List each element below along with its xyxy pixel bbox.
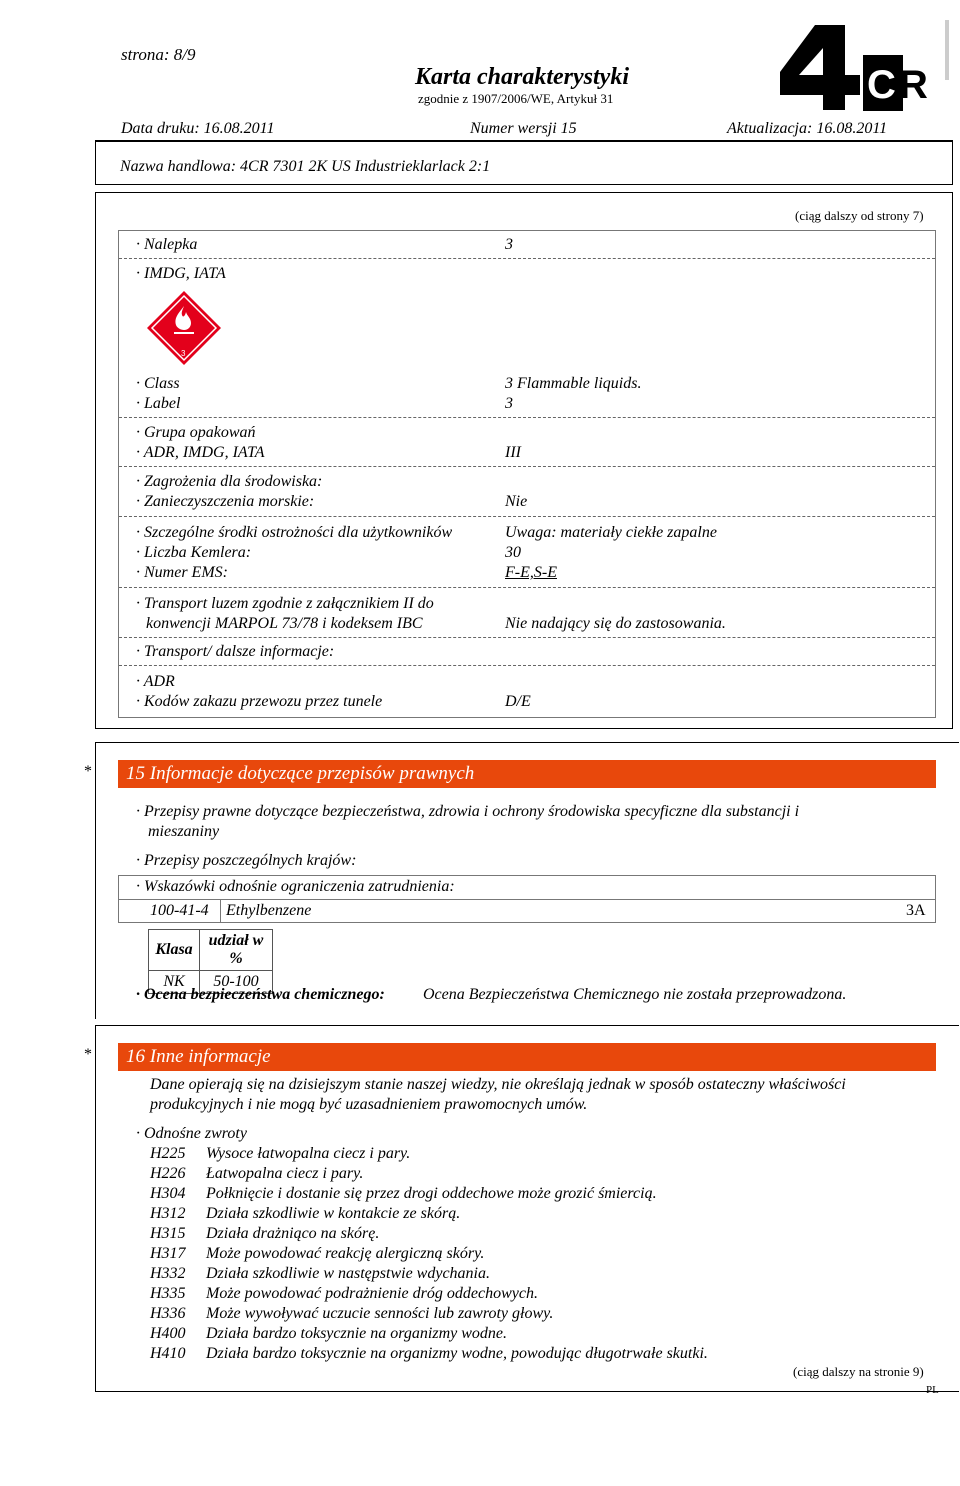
- precautions-value: Uwaga: materiały ciekłe zapalne: [505, 524, 717, 541]
- employment-restrictions-label: · Wskazówki odnośnie ograniczenia zatrudnienia:: [136, 878, 455, 895]
- tunnel-code-label: · Kodów zakazu przewozu przez tunele: [136, 693, 383, 710]
- document-subtitle: zgodnie z 1907/2006/WE, Artykuł 31: [418, 91, 614, 106]
- changed-marker: *: [84, 763, 92, 780]
- marine-pollutant-value: Nie: [505, 493, 528, 510]
- bulk-transport-label-1: · Transport luzem zgodnie z załącznikiem II do: [136, 595, 434, 612]
- phrase-code: H335: [150, 1285, 186, 1302]
- divider: [118, 899, 936, 900]
- continued-from: (ciąg dalszy od strony 7): [795, 208, 924, 223]
- regulations-line-2: mieszaniny: [148, 823, 220, 840]
- phrase-text: Połknięcie i dostanie się przez drogi oddechowe może grozić śmiercią.: [206, 1185, 657, 1202]
- divider: [119, 466, 935, 467]
- print-date: Data druku: 16.08.2011: [121, 120, 275, 137]
- phrase-code: H312: [150, 1205, 186, 1222]
- packing-group-label: · Grupa opakowań: [136, 424, 256, 441]
- share-header: udział w %: [200, 930, 273, 971]
- klasa-value: NK: [149, 971, 200, 994]
- divider: [119, 258, 935, 259]
- regulations-line-1: · Przepisy prawne dotyczące bezpieczeństwa, zdrowia i ochrony środowiska specyficzne dla substancji i: [136, 803, 800, 820]
- phrase-text: Działa drażniąco na skórę.: [206, 1225, 380, 1242]
- phrase-code: H226: [150, 1165, 186, 1182]
- environment-hazards-label: · Zagrożenia dla środowiska:: [136, 473, 323, 490]
- phrase-code: H410: [150, 1345, 186, 1362]
- imdg-iata-heading: · IMDG, IATA: [136, 265, 226, 282]
- phrase-text: Działa bardzo toksycznie na organizmy wodne, powodując długotrwałe skutki.: [206, 1345, 708, 1362]
- trade-name-box: [95, 141, 953, 185]
- svg-text:C: C: [867, 63, 896, 107]
- class-share-table: [148, 929, 273, 994]
- disclaimer-line-2: produkcyjnych i nie mogą być uzasadnieniem prawomocnych umów.: [150, 1096, 588, 1113]
- section-15-header: [118, 760, 936, 788]
- document-title: Karta charakterystyki: [415, 64, 629, 90]
- nalepka-label: · Nalepka: [136, 236, 198, 253]
- phrase-text: Może powodować reakcję alergiczną skóry.: [206, 1245, 485, 1262]
- substance-name: Ethylbenzene: [226, 902, 312, 919]
- phrase-code: H315: [150, 1225, 186, 1242]
- chemical-safety-value: Ocena Bezpieczeństwa Chemicznego nie została przeprowadzona.: [423, 986, 847, 1003]
- label-value: 3: [505, 395, 513, 412]
- section-16-title: 16 Inne informacje: [126, 1046, 271, 1067]
- svg-text:R: R: [899, 63, 928, 107]
- phrase-text: Może powodować podrażnienie dróg oddechowych.: [206, 1285, 538, 1302]
- section-16-header: [118, 1043, 936, 1071]
- hazard-class-number: 3: [181, 349, 186, 358]
- class-value: 3 Flammable liquids.: [505, 375, 642, 392]
- share-value: 50-100: [200, 971, 273, 994]
- nalepka-value: 3: [505, 236, 513, 253]
- trade-name: Nazwa handlowa: 4CR 7301 2K US Industrieklarlack 2:1: [120, 158, 491, 175]
- chemical-safety-label: · Ocena bezpieczeństwa chemicznego:: [136, 986, 385, 1003]
- company-logo: [775, 20, 950, 115]
- phrase-code: H317: [150, 1245, 186, 1262]
- update-date: Aktualizacja: 16.08.2011: [727, 120, 888, 137]
- klasa-header: Klasa: [149, 930, 200, 971]
- tunnel-code-value: D/E: [505, 693, 531, 710]
- divider: [119, 637, 935, 638]
- phrase-text: Wysoce łatwopalna ciecz i pary.: [206, 1145, 411, 1162]
- marine-pollutant-label: · Zanieczyszczenia morskie:: [136, 493, 315, 510]
- section-15-title: 15 Informacje dotyczące przepisów prawnych: [126, 763, 475, 784]
- flame-hazard-icon: [146, 290, 222, 366]
- bulk-transport-label-2: konwencji MARPOL 73/78 i kodeksem IBC: [146, 615, 423, 632]
- phrase-code: H225: [150, 1145, 186, 1162]
- bulk-transport-value: Nie nadający się do zastosowania.: [505, 615, 726, 632]
- phrase-code: H304: [150, 1185, 186, 1202]
- label-label: · Label: [136, 395, 181, 412]
- cas-number: 100-41-4: [150, 902, 209, 919]
- precautions-label: · Szczególne środki ostrożności dla użytkowników: [136, 524, 453, 541]
- ems-label: · Numer EMS:: [136, 564, 228, 581]
- phrase-code: H400: [150, 1325, 186, 1342]
- class-label: · Class: [136, 375, 180, 392]
- adr-imdg-label: · ADR, IMDG, IATA: [136, 444, 265, 461]
- divider: [119, 417, 935, 418]
- continued-to: (ciąg dalszy na stronie 9): [793, 1364, 924, 1379]
- divider: [119, 665, 935, 666]
- divider: [220, 899, 221, 923]
- kemler-label: · Liczba Kemlera:: [136, 544, 252, 561]
- national-regulations: · Przepisy poszczególnych krajów:: [136, 852, 357, 869]
- changed-marker: *: [84, 1046, 92, 1063]
- disclaimer-line-1: Dane opierają się na dzisiejszym stanie naszej wiedzy, nie określają jednak w sposób ostateczny właściwości: [150, 1076, 846, 1093]
- relevant-phrases-title: · Odnośne zwroty: [136, 1125, 247, 1142]
- adr-heading: · ADR: [136, 673, 175, 690]
- ems-value: F-E,S-E: [505, 564, 557, 581]
- phrase-text: Może wywoływać uczucie senności lub zawroty głowy.: [206, 1305, 554, 1322]
- page-number: strona: 8/9: [121, 45, 196, 64]
- kemler-value: 30: [505, 544, 521, 561]
- language-code: PL: [926, 1384, 939, 1396]
- divider: [119, 587, 935, 588]
- version-number: Numer wersji 15: [470, 120, 577, 137]
- restriction-code: 3A: [906, 902, 926, 919]
- phrase-text: Działa bardzo toksycznie na organizmy wodne.: [206, 1325, 508, 1342]
- phrase-text: Działa szkodliwie w kontakcie ze skórą.: [206, 1205, 461, 1222]
- divider: [119, 516, 935, 517]
- further-info-label: · Transport/ dalsze informacje:: [136, 643, 335, 660]
- phrase-code: H336: [150, 1305, 186, 1322]
- packing-group-value: III: [505, 444, 521, 461]
- phrase-text: Łatwopalna ciecz i pary.: [206, 1165, 364, 1182]
- phrase-code: H332: [150, 1265, 186, 1282]
- phrase-text: Działa szkodliwie w następstwie wdychania.: [206, 1265, 490, 1282]
